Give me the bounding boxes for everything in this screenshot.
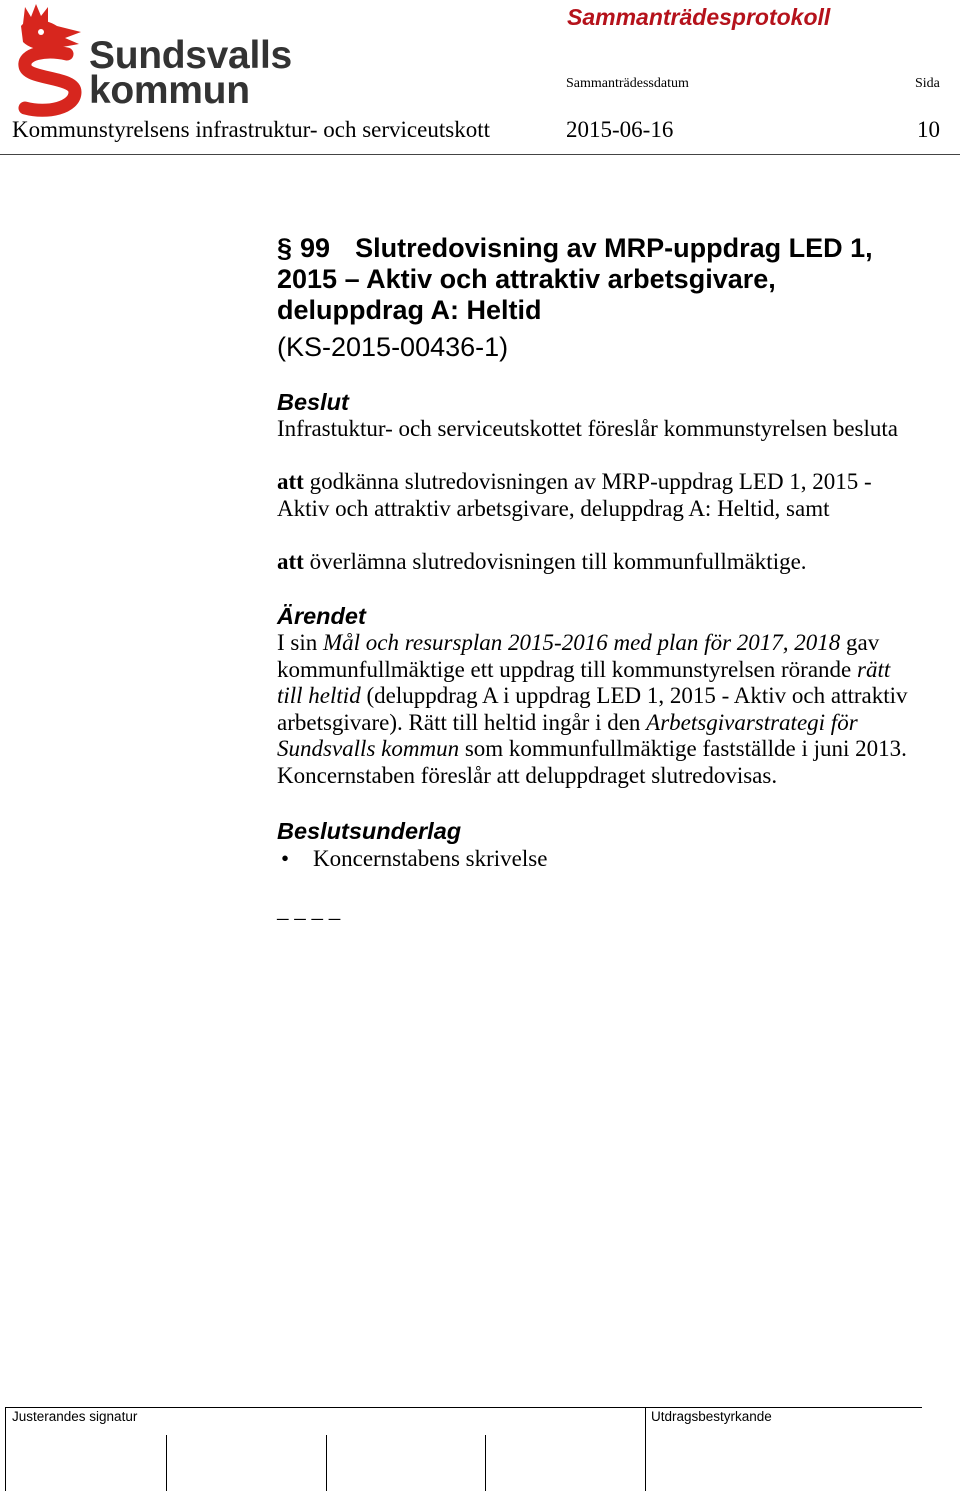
signature-box-divider xyxy=(166,1435,167,1491)
italic-run: rätt xyxy=(857,656,891,682)
signature-box-divider xyxy=(326,1435,327,1491)
text-run: I sin xyxy=(277,630,323,655)
clause-line: Aktiv och attraktiv arbetsgivare, deluppdrag A: Heltid, samt xyxy=(277,495,830,521)
item-title-line: deluppdrag A: Heltid xyxy=(277,295,542,325)
page-number: 10 xyxy=(917,117,940,142)
footer-top-rule xyxy=(5,1407,922,1408)
italic-run: Arbetsgivarstrategi för xyxy=(646,709,858,735)
matter-paragraph xyxy=(277,630,908,790)
dragon-emblem-icon xyxy=(17,4,83,118)
section-symbol: § xyxy=(277,233,293,263)
item-heading-line-1 xyxy=(277,233,873,264)
committee-name: Kommunstyrelsens infrastruktur- och serviceutskott xyxy=(12,117,490,142)
document-type-title: Sammanträdesprotokoll xyxy=(567,4,831,30)
decision-intro: Infrastuktur- och serviceutskottet föreslår kommunstyrelsen besluta xyxy=(277,416,898,441)
logo-wordmark xyxy=(89,34,292,112)
list-item-text: Koncernstabens skrivelse xyxy=(313,846,548,871)
decision-clause xyxy=(277,469,872,522)
text-run: (deluppdrag A i uppdrag LED 1, 2015 - Aktiv och attraktiv xyxy=(360,683,908,709)
text-run: arbetsgivare). Rätt till heltid ingår i den xyxy=(277,709,647,735)
text-run: Koncernstaben föreslår att deluppdraget slutredovisas. xyxy=(277,762,778,788)
case-number: (KS-2015-00436-1) xyxy=(277,332,509,362)
matter-heading: Ärendet xyxy=(277,603,366,629)
page-label: Sida xyxy=(915,76,940,91)
extract-box-left-border xyxy=(645,1407,646,1491)
extract-label: Utdragsbestyrkande xyxy=(651,1409,772,1424)
paragraph-line xyxy=(277,763,908,790)
italic-run: till heltid xyxy=(277,683,361,709)
paragraph-line xyxy=(277,657,908,684)
item-number: 99 xyxy=(300,233,331,263)
paragraph-line xyxy=(277,683,908,710)
text-run: gav xyxy=(840,630,880,655)
bullet-icon: • xyxy=(281,846,290,871)
header-divider xyxy=(0,154,960,155)
clause-keyword: att xyxy=(277,469,304,494)
clause-keyword: att xyxy=(277,549,304,574)
signature-label: Justerandes signatur xyxy=(12,1409,138,1424)
italic-run: Sundsvalls kommun xyxy=(277,736,460,762)
emblem-body xyxy=(25,52,75,110)
paragraph-line xyxy=(277,710,908,737)
decision-heading: Beslut xyxy=(277,389,349,415)
logo-line-1: Sundsvalls xyxy=(89,34,292,77)
item-title-line: 2015 – Aktiv och attraktiv arbetsgivare, xyxy=(277,264,776,294)
paragraph-line xyxy=(277,630,908,657)
decision-clause xyxy=(277,549,807,576)
text-run: kommunfullmäktige ett uppdrag till kommunstyrelsen rörande xyxy=(277,656,857,682)
text-run: som kommunfullmäktige fastställde i juni 2013. xyxy=(459,736,907,762)
item-heading xyxy=(277,233,873,326)
meeting-date-label: Sammanträdessdatum xyxy=(566,76,689,91)
emblem-eye xyxy=(38,29,44,35)
italic-run: Mål och resursplan 2015-2016 med plan för 2017, 2018 xyxy=(323,630,841,655)
section-end-mark: – – – – xyxy=(277,905,341,930)
paragraph-line xyxy=(277,736,908,763)
clause-line xyxy=(277,469,872,496)
meeting-date: 2015-06-16 xyxy=(566,117,674,142)
clause-text: överlämna slutredovisningen till kommunfullmäktige. xyxy=(303,549,807,574)
list-item xyxy=(277,846,547,873)
signature-box-divider xyxy=(485,1435,486,1491)
signature-box-left-border xyxy=(5,1407,6,1491)
clause-text: godkänna slutredovisningen av MRP-uppdrag LED 1, 2015 - xyxy=(303,469,872,494)
basis-heading: Beslutsunderlag xyxy=(277,818,462,844)
logo-line-2: kommun xyxy=(89,69,250,112)
item-title-line: Slutredovisning av MRP-uppdrag LED 1, xyxy=(355,233,873,263)
clause-line xyxy=(277,549,807,576)
